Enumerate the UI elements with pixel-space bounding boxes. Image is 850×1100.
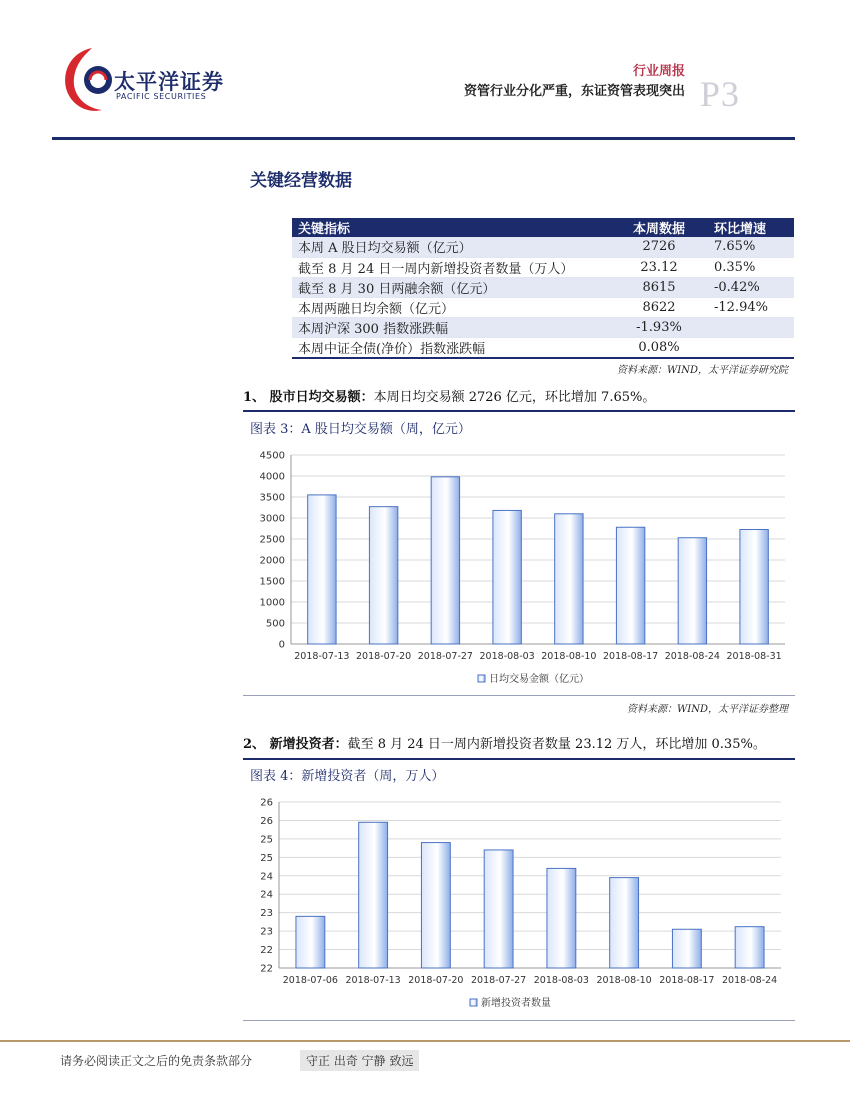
table-cell: 本周 A 股日均交易额（亿元）	[292, 237, 610, 257]
table-header: 环比增速	[708, 218, 794, 237]
y-tick-label: 26	[260, 797, 273, 809]
x-tick-label: 2018-08-24	[722, 975, 778, 986]
table-cell	[708, 317, 794, 337]
y-tick-label: 24	[260, 889, 273, 901]
page-number: P3	[700, 74, 741, 114]
y-tick-label: 1500	[259, 576, 285, 588]
kpi-table	[292, 218, 794, 359]
bar	[484, 850, 513, 968]
section-title: 关键经营数据	[250, 171, 352, 191]
x-tick-label: 2018-08-24	[664, 651, 720, 662]
report-type: 行业周报	[632, 64, 685, 79]
y-tick-label: 22	[260, 945, 273, 957]
footer-motto: 守正 出奇 宁静 致远	[300, 1050, 419, 1071]
x-tick-label: 2018-07-20	[408, 975, 464, 986]
bar	[296, 916, 325, 968]
y-tick-label: 22	[260, 963, 273, 975]
figure-rule	[243, 410, 795, 412]
legend-label: 日均交易金额（亿元）	[489, 674, 589, 685]
bar	[547, 868, 576, 968]
header-divider	[52, 137, 795, 140]
figure-bottom-rule	[243, 695, 795, 696]
logo-subtext: PACIFIC SECURITIES	[116, 92, 207, 101]
table-cell: 截至 8 月 30 日两融余额（亿元）	[292, 277, 610, 297]
table-cell: 2726	[610, 237, 708, 257]
table-cell: -12.94%	[708, 297, 794, 317]
table-header: 本周数据	[610, 218, 708, 237]
x-tick-label: 2018-08-17	[659, 975, 715, 986]
bar	[735, 927, 764, 968]
bar	[672, 929, 701, 968]
trading-volume-chart	[243, 440, 795, 692]
table-cell: 截至 8 月 24 日一周内新增投资者数量（万人）	[292, 257, 610, 277]
bar	[369, 507, 397, 644]
bar	[431, 477, 459, 644]
x-tick-label: 2018-08-10	[541, 651, 597, 662]
bar	[421, 843, 450, 968]
table-cell	[708, 337, 794, 358]
table-row	[292, 337, 794, 358]
logo-text: 太平洋证券	[114, 70, 224, 94]
table-row	[292, 277, 794, 297]
y-tick-label: 3500	[259, 492, 285, 504]
figure-caption: 图表 4：新增投资者（周，万人）	[250, 769, 445, 784]
paragraph-lead: 2、 新增投资者：	[243, 737, 348, 752]
table-cell: 7.65%	[708, 237, 794, 257]
legend-swatch	[478, 675, 485, 682]
x-tick-label: 2018-07-13	[294, 651, 350, 662]
y-tick-label: 24	[260, 871, 273, 883]
bar	[616, 527, 644, 644]
table-cell: 本周中证全债(净价）指数涨跌幅	[292, 337, 610, 358]
x-tick-label: 2018-08-17	[603, 651, 659, 662]
table-cell: 本周两融日均余额（亿元）	[292, 297, 610, 317]
x-tick-label: 2018-07-06	[282, 975, 338, 986]
figure-bottom-rule	[243, 1020, 795, 1021]
y-tick-label: 1000	[259, 597, 285, 609]
table-cell: -1.93%	[610, 317, 708, 337]
bar	[359, 822, 388, 968]
bar	[678, 538, 706, 644]
table-cell: 8622	[610, 297, 708, 317]
y-tick-label: 3000	[259, 513, 285, 525]
footer-divider	[0, 1040, 850, 1042]
bar	[308, 495, 336, 644]
x-tick-label: 2018-08-31	[726, 651, 782, 662]
x-tick-label: 2018-08-03	[533, 975, 589, 986]
paragraph-text: 截至 8 月 24 日一周内新增投资者数量 23.12 万人，环比增加 0.35%。	[347, 737, 766, 752]
table-header: 关键指标	[292, 218, 610, 237]
bar	[610, 878, 639, 968]
paragraph-lead: 1、 股市日均交易额：	[243, 390, 374, 405]
y-tick-label: 2500	[259, 534, 285, 546]
y-tick-label: 500	[265, 618, 285, 630]
table-cell: 8615	[610, 277, 708, 297]
table-row	[292, 317, 794, 337]
table-row	[292, 257, 794, 277]
report-title: 资管行业分化严重，东证资管表现突出	[463, 84, 685, 99]
y-tick-label: 4000	[259, 471, 285, 483]
figure-caption: 图表 3：A 股日均交易额（周，亿元）	[250, 422, 471, 437]
logo-mark-icon	[60, 44, 120, 116]
table-cell: 0.35%	[708, 257, 794, 277]
paragraph-new-investors	[243, 733, 766, 752]
y-tick-label: 2000	[259, 555, 285, 567]
bar	[555, 514, 583, 644]
footer-disclaimer: 请务必阅读正文之后的免责条款部分	[60, 1054, 253, 1068]
table-cell: 23.12	[610, 257, 708, 277]
y-tick-label: 4500	[259, 450, 285, 462]
x-tick-label: 2018-08-10	[596, 975, 652, 986]
paragraph-trading-volume	[243, 386, 655, 405]
table-cell: 0.08%	[610, 337, 708, 358]
y-tick-label: 0	[278, 639, 285, 651]
table-cell: -0.42%	[708, 277, 794, 297]
y-tick-label: 23	[260, 908, 273, 920]
figure-source: 资料来源：WIND，太平洋证券整理	[627, 704, 788, 715]
y-tick-label: 25	[260, 852, 273, 864]
table-cell: 本周沪深 300 指数涨跌幅	[292, 317, 610, 337]
table-source: 资料来源：WIND，太平洋证券研究院	[617, 365, 788, 376]
x-tick-label: 2018-07-20	[356, 651, 412, 662]
y-tick-label: 25	[260, 834, 273, 846]
y-tick-label: 23	[260, 926, 273, 938]
new-investors-chart	[243, 788, 795, 1018]
bar	[740, 530, 768, 644]
legend-swatch	[470, 999, 477, 1006]
figure-rule	[243, 758, 795, 760]
table-row	[292, 237, 794, 257]
x-tick-label: 2018-07-27	[471, 975, 527, 986]
x-tick-label: 2018-08-03	[479, 651, 535, 662]
legend-label: 新增投资者数量	[481, 998, 551, 1009]
table-header-row	[292, 218, 794, 237]
paragraph-text: 本周日均交易额 2726 亿元，环比增加 7.65%。	[373, 390, 656, 405]
bar	[493, 510, 521, 644]
x-tick-label: 2018-07-13	[345, 975, 401, 986]
table-row	[292, 297, 794, 317]
x-tick-label: 2018-07-27	[417, 651, 473, 662]
y-tick-label: 26	[260, 815, 273, 827]
